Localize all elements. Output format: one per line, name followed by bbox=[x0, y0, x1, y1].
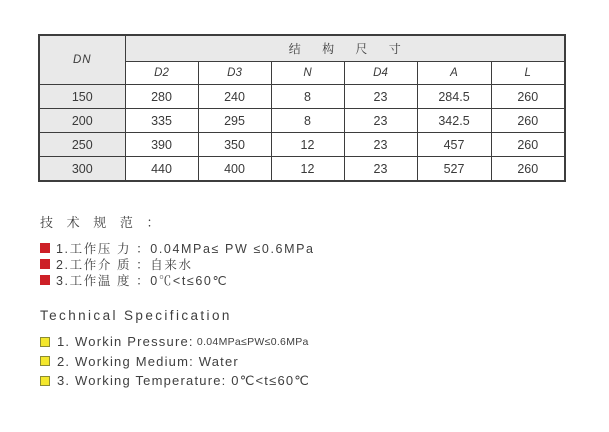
english-spec-text: 3. Working Temperature: 0℃<t≤60℃ bbox=[57, 372, 311, 388]
english-spec-item bbox=[40, 332, 310, 352]
dimension-cell: 342.5 bbox=[417, 109, 491, 133]
table-row bbox=[39, 157, 565, 182]
dimension-cell: 295 bbox=[198, 109, 271, 133]
yellow-square-icon bbox=[40, 376, 50, 386]
yellow-square-icon bbox=[40, 356, 50, 366]
dimension-cell: 260 bbox=[491, 133, 565, 157]
column-header-d2: D2 bbox=[125, 62, 198, 85]
red-square-icon bbox=[40, 259, 50, 269]
red-square-icon bbox=[40, 275, 50, 285]
dn-column-header: DN bbox=[39, 35, 125, 85]
dimension-cell: 12 bbox=[271, 133, 344, 157]
chinese-spec-list bbox=[40, 240, 315, 288]
english-spec-text: 1. Workin Pressure: bbox=[57, 334, 194, 350]
dimensions-table-body bbox=[39, 85, 565, 182]
chinese-spec-item bbox=[40, 272, 315, 288]
column-header-d4: D4 bbox=[344, 62, 417, 85]
structure-dimensions-header: 结 构 尺 寸 bbox=[125, 35, 565, 62]
english-spec-list bbox=[40, 332, 310, 391]
dimension-cell: 8 bbox=[271, 85, 344, 109]
english-spec-value: 0.04MPa≤PW≤0.6MPa bbox=[193, 335, 309, 348]
english-spec-item bbox=[40, 352, 310, 372]
table-row bbox=[39, 133, 565, 157]
column-header-l: L bbox=[491, 62, 565, 85]
column-header-n: N bbox=[271, 62, 344, 85]
english-spec-section bbox=[40, 308, 310, 391]
dimension-cell: 23 bbox=[344, 133, 417, 157]
column-header-a: A bbox=[417, 62, 491, 85]
dn-cell: 300 bbox=[39, 157, 125, 182]
dimensions-table bbox=[38, 34, 566, 182]
dimension-cell: 457 bbox=[417, 133, 491, 157]
chinese-spec-item bbox=[40, 240, 315, 256]
red-square-icon bbox=[40, 243, 50, 253]
dimension-cell: 527 bbox=[417, 157, 491, 182]
chinese-spec-section bbox=[40, 212, 315, 288]
table-row bbox=[39, 85, 565, 109]
dn-cell: 200 bbox=[39, 109, 125, 133]
chinese-spec-text: 3.工作温 度 ：0℃<t≤60℃ bbox=[56, 274, 229, 288]
dimension-cell: 260 bbox=[491, 157, 565, 182]
dimension-cell: 335 bbox=[125, 109, 198, 133]
chinese-spec-text: 1.工作压 力 ：0.04MPa≤ PW ≤0.6MPa bbox=[56, 242, 315, 256]
dimension-cell: 390 bbox=[125, 133, 198, 157]
yellow-square-icon bbox=[40, 337, 50, 347]
english-spec-item bbox=[40, 371, 310, 391]
dimension-cell: 23 bbox=[344, 85, 417, 109]
chinese-spec-text: 2.工作介 质 ：自来水 bbox=[56, 258, 193, 272]
dimension-cell: 260 bbox=[491, 85, 565, 109]
dn-cell: 150 bbox=[39, 85, 125, 109]
chinese-spec-item bbox=[40, 256, 315, 272]
dimension-cell: 350 bbox=[198, 133, 271, 157]
english-spec-text: 2. Working Medium: Water bbox=[57, 353, 239, 369]
dimension-cell: 8 bbox=[271, 109, 344, 133]
table-row bbox=[39, 109, 565, 133]
dimension-cell: 280 bbox=[125, 85, 198, 109]
dimension-cell: 240 bbox=[198, 85, 271, 109]
dn-cell: 250 bbox=[39, 133, 125, 157]
dimension-cell: 23 bbox=[344, 157, 417, 182]
english-spec-heading: Technical Specification bbox=[40, 308, 232, 323]
dimension-cell: 12 bbox=[271, 157, 344, 182]
dimension-cell: 440 bbox=[125, 157, 198, 182]
chinese-spec-heading: 技 术 规 范 ： bbox=[40, 215, 165, 230]
column-header-d3: D3 bbox=[198, 62, 271, 85]
dimension-cell: 23 bbox=[344, 109, 417, 133]
dimension-cell: 400 bbox=[198, 157, 271, 182]
dimension-cell: 260 bbox=[491, 109, 565, 133]
dimension-cell: 284.5 bbox=[417, 85, 491, 109]
group-header-row bbox=[39, 35, 565, 62]
